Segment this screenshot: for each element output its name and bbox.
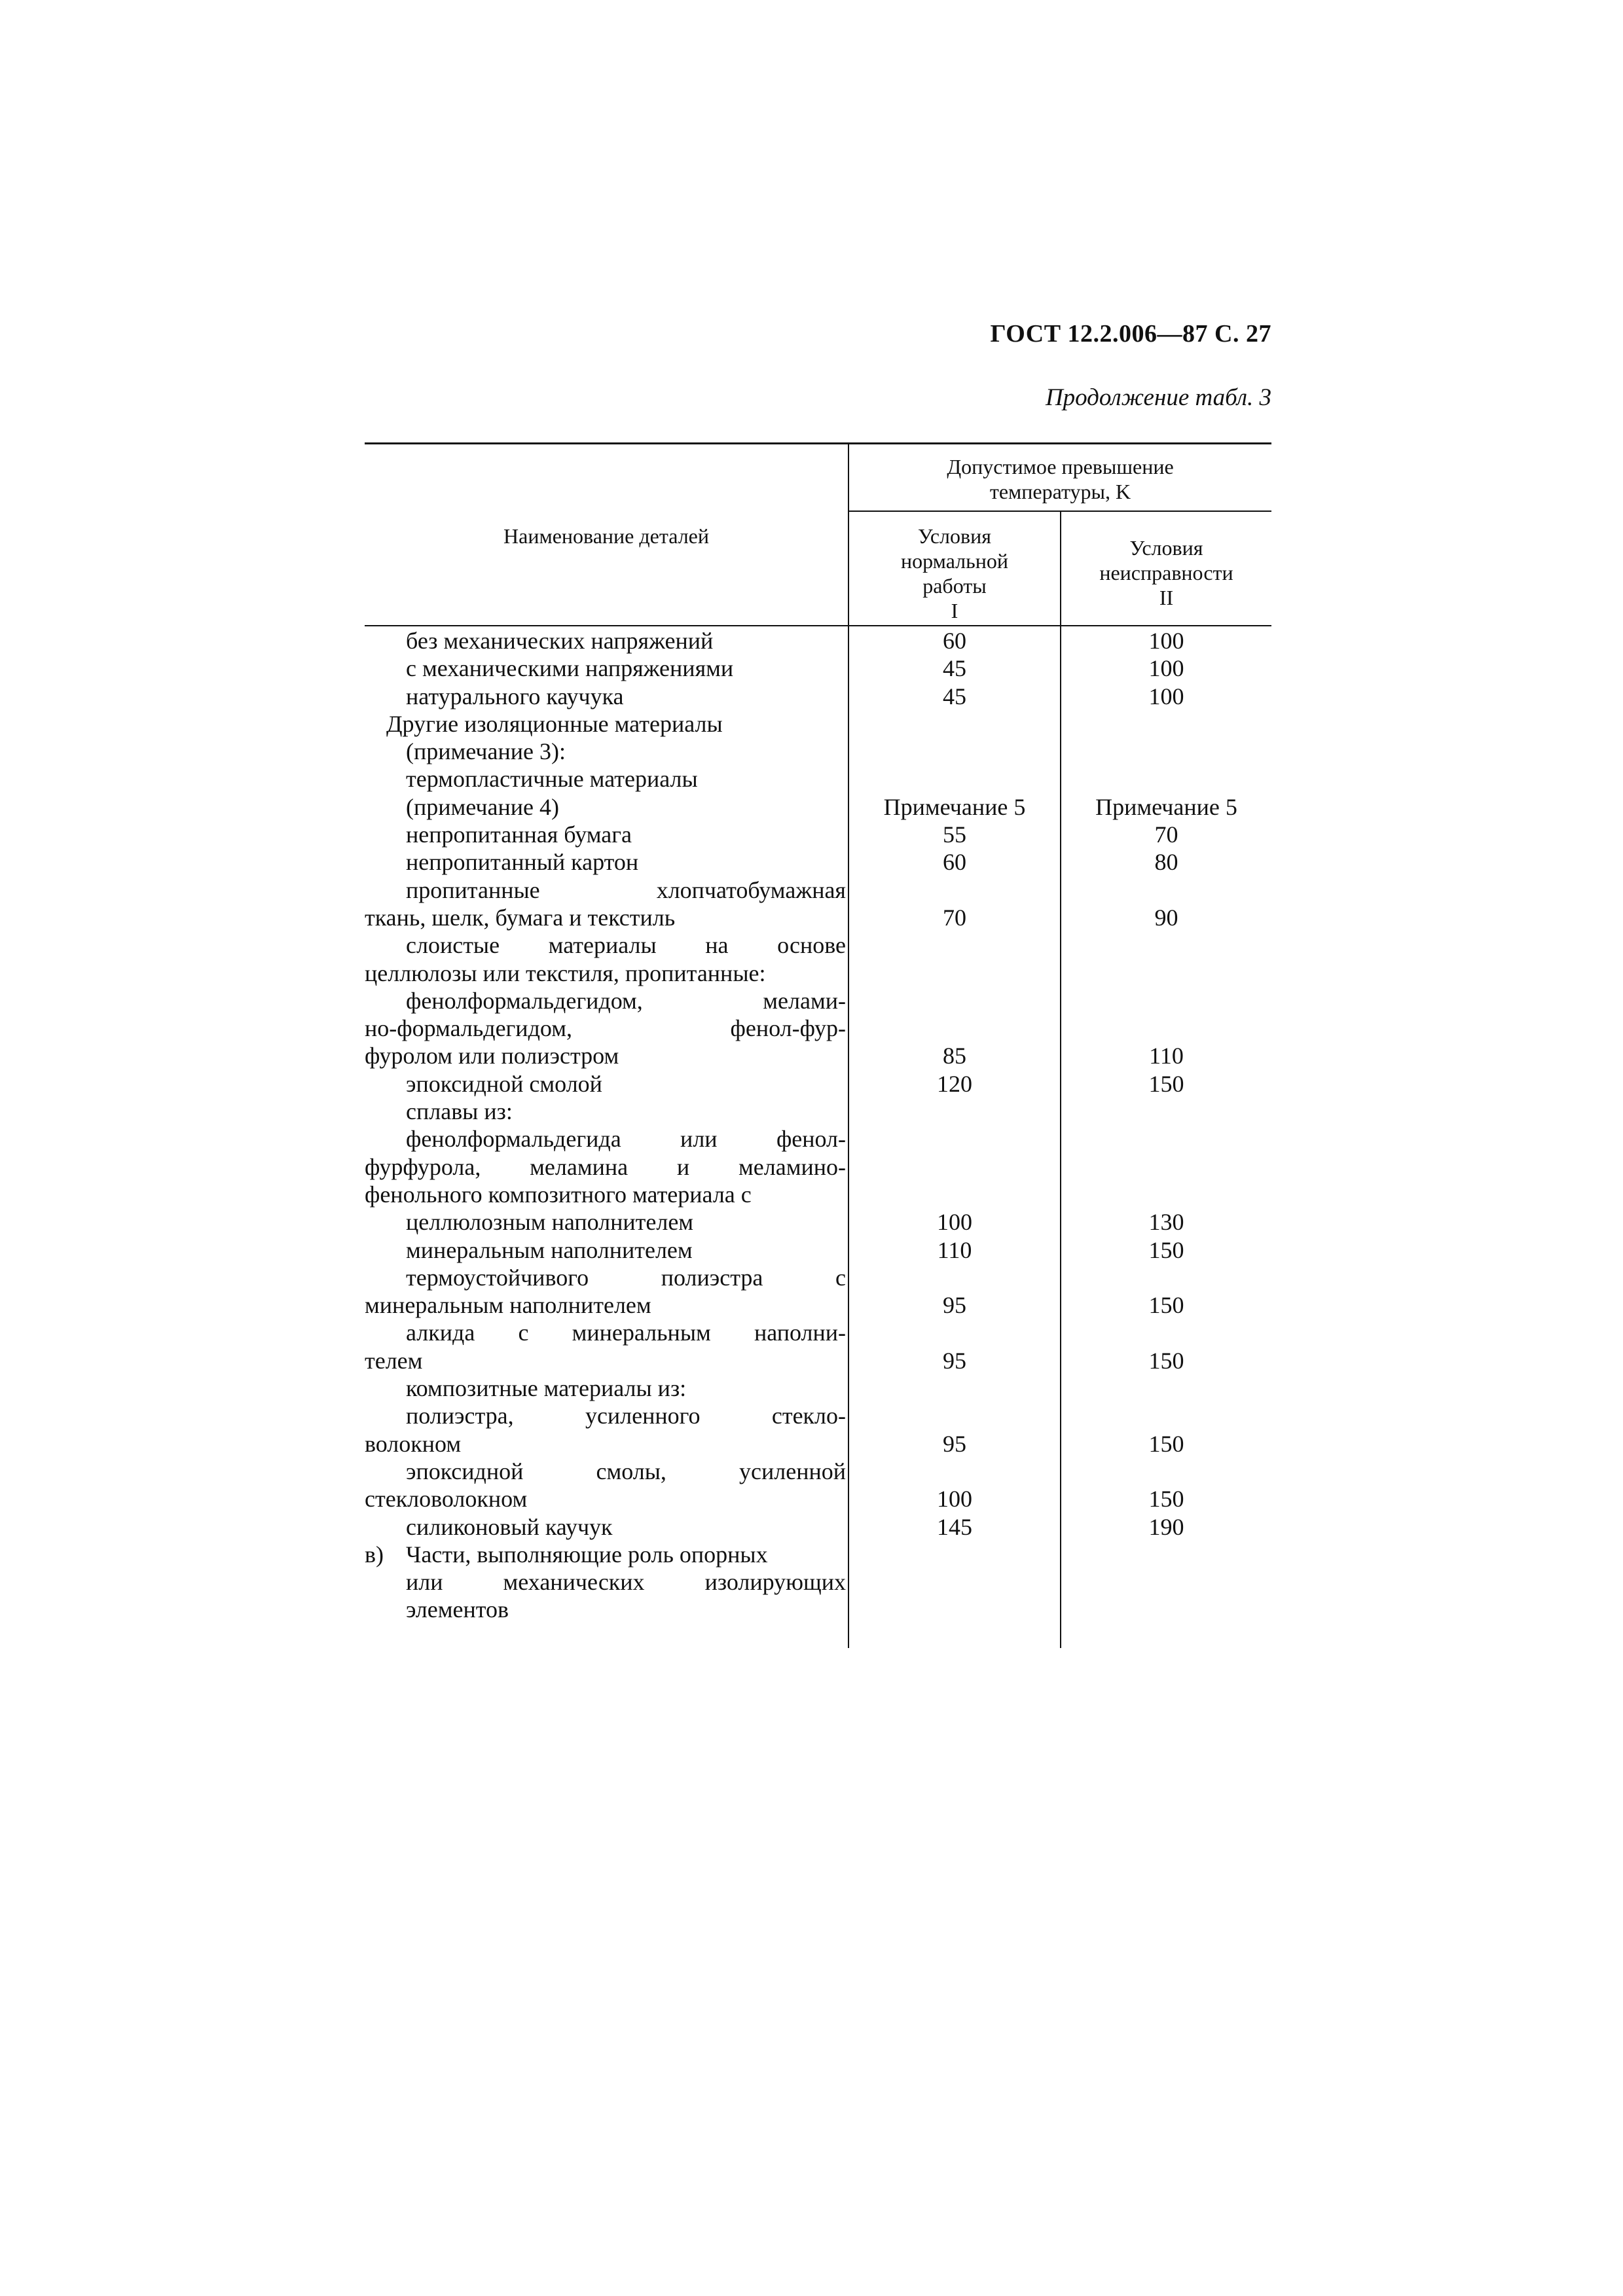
value-normal — [849, 1153, 1060, 1181]
row-label-text: Части, выполняющие роль опорных — [406, 1541, 768, 1568]
value-fault: 90 — [1154, 904, 1178, 931]
row-label: целлюлозным наполнителем — [406, 1209, 694, 1236]
row-label: термопластичные материалы — [406, 766, 698, 793]
value-normal: 55 — [943, 821, 966, 848]
value-normal — [849, 710, 1060, 738]
value-normal — [849, 1098, 1060, 1125]
row-label: фенолформальдегидом, мелами- — [406, 987, 846, 1014]
value-normal: 85 — [943, 1043, 966, 1069]
value-normal — [849, 1264, 1060, 1291]
row-label: с механическими напряжениями — [406, 655, 734, 682]
value-fault — [1061, 931, 1271, 959]
value-fault — [1061, 1402, 1271, 1429]
header-col-normal: Условия нормальной работы I — [901, 524, 1008, 622]
row-marker: в) — [365, 1541, 384, 1568]
page-header: ГОСТ 12.2.006—87 С. 27 — [990, 320, 1271, 348]
value-fault — [1061, 987, 1271, 1014]
table-top-rule — [365, 442, 1271, 444]
row-label: минеральным наполнителем — [365, 1292, 651, 1319]
value-fault — [1061, 1014, 1271, 1042]
row-label: непропитанная бумага — [406, 821, 632, 848]
value-normal — [849, 1319, 1060, 1346]
table-values-fault — [1061, 627, 1271, 1624]
row-label: ткань, шелк, бумага и текстиль — [365, 904, 676, 931]
value-normal: 120 — [937, 1070, 972, 1097]
row-label: полиэстра, усиленного стекло- — [406, 1403, 846, 1429]
value-fault — [1061, 1153, 1271, 1181]
value-fault: 100 — [1148, 683, 1184, 709]
value-fault: Примечание 5 — [1095, 793, 1237, 820]
value-normal: Примечание 5 — [883, 793, 1026, 820]
table-values-normal — [849, 627, 1060, 1624]
value-normal — [849, 738, 1060, 765]
value-normal: 100 — [937, 1486, 972, 1513]
row-label: (примечание 3): — [406, 738, 566, 765]
value-fault: 100 — [1148, 655, 1184, 682]
value-fault — [1061, 1596, 1271, 1623]
row-label: непропитанный картон — [406, 849, 639, 876]
value-normal — [849, 1541, 1060, 1568]
row-label: термоустойчивого полиэстра с — [406, 1264, 846, 1291]
header-bottom-rule — [365, 625, 1271, 626]
table-name-column — [365, 627, 846, 1624]
value-fault: 150 — [1148, 1236, 1184, 1263]
value-fault — [1061, 1458, 1271, 1485]
value-fault: 80 — [1154, 849, 1178, 876]
value-normal: 95 — [943, 1430, 966, 1457]
value-normal — [849, 1014, 1060, 1042]
value-fault: 100 — [1148, 628, 1184, 654]
value-normal — [849, 960, 1060, 987]
row-label: минеральным наполнителем — [406, 1236, 693, 1263]
header-group: Допустимое превышение температуры, K — [947, 455, 1174, 503]
value-normal: 95 — [943, 1347, 966, 1374]
value-fault — [1061, 876, 1271, 904]
value-fault — [1061, 1374, 1271, 1402]
row-label: фуролом или полиэстром — [365, 1043, 619, 1069]
value-normal — [849, 876, 1060, 904]
row-label: без механических напряжений — [406, 628, 714, 654]
row-label: волокном — [365, 1430, 462, 1457]
value-normal — [849, 987, 1060, 1014]
value-fault: 70 — [1154, 821, 1178, 848]
header-name-column: Наименование деталей — [503, 524, 709, 548]
value-normal — [849, 765, 1060, 793]
row-label: или механических изолирующих — [406, 1569, 846, 1596]
value-fault — [1061, 1319, 1271, 1346]
value-normal: 95 — [943, 1292, 966, 1319]
row-label: пропитанные хлопчатобумажная — [406, 876, 846, 903]
value-fault — [1061, 1181, 1271, 1208]
row-label: целлюлозы или текстиля, пропитанные: — [365, 960, 766, 986]
value-normal — [849, 1374, 1060, 1402]
row-label: телем — [365, 1347, 423, 1374]
value-normal — [849, 1181, 1060, 1208]
value-normal — [849, 1125, 1060, 1153]
row-label — [365, 1541, 846, 1568]
value-normal: 100 — [937, 1209, 972, 1236]
row-label: фурфурола, меламина и меламино- — [365, 1153, 846, 1180]
value-normal: 70 — [943, 904, 966, 931]
header-col-fault: Условия неисправности II — [1099, 536, 1233, 609]
value-fault: 130 — [1148, 1209, 1184, 1236]
row-label: сплавы из: — [406, 1098, 513, 1125]
value-fault — [1061, 1125, 1271, 1153]
value-normal: 45 — [943, 655, 966, 682]
row-label: композитные материалы из: — [406, 1375, 687, 1402]
value-fault — [1061, 765, 1271, 793]
row-label: фенолформальдегида или фенол- — [406, 1126, 846, 1153]
row-label: элементов — [406, 1596, 509, 1623]
value-normal — [849, 1458, 1060, 1485]
value-normal — [849, 1402, 1060, 1429]
row-label: фенольного композитного материала с — [365, 1181, 752, 1208]
value-normal — [849, 1596, 1060, 1623]
row-label: слоистые материалы на основе — [406, 932, 846, 959]
value-normal: 60 — [943, 628, 966, 654]
value-fault — [1061, 1541, 1271, 1568]
value-fault: 150 — [1148, 1430, 1184, 1457]
value-normal: 110 — [937, 1236, 972, 1263]
value-normal — [849, 1568, 1060, 1596]
value-fault — [1061, 1264, 1271, 1291]
row-label: силиконовый каучук — [406, 1513, 613, 1540]
value-fault: 190 — [1148, 1513, 1184, 1540]
value-fault: 110 — [1149, 1043, 1184, 1069]
value-normal — [849, 931, 1060, 959]
value-fault — [1061, 1098, 1271, 1125]
table-caption: Продолжение табл. 3 — [1045, 384, 1271, 411]
value-fault — [1061, 738, 1271, 765]
row-label: натурального каучука — [406, 683, 624, 709]
value-normal: 45 — [943, 683, 966, 709]
value-fault — [1061, 960, 1271, 987]
row-label: алкида с минеральным наполни- — [406, 1319, 846, 1346]
value-normal: 145 — [937, 1513, 972, 1540]
value-fault — [1061, 1568, 1271, 1596]
row-label: Другие изоляционные материалы — [386, 710, 723, 737]
value-normal: 60 — [943, 849, 966, 876]
row-label: эпоксидной смолы, усиленной — [406, 1458, 846, 1484]
value-fault — [1061, 710, 1271, 738]
value-fault: 150 — [1148, 1070, 1184, 1097]
row-label: но-формальдегидом, фенол-фур- — [365, 1015, 846, 1042]
value-fault: 150 — [1148, 1486, 1184, 1513]
row-label: стекловолокном — [365, 1486, 528, 1513]
value-fault: 150 — [1148, 1347, 1184, 1374]
value-fault: 150 — [1148, 1292, 1184, 1319]
row-label: (примечание 4) — [406, 793, 559, 820]
row-label: эпоксидной смолой — [406, 1070, 602, 1097]
